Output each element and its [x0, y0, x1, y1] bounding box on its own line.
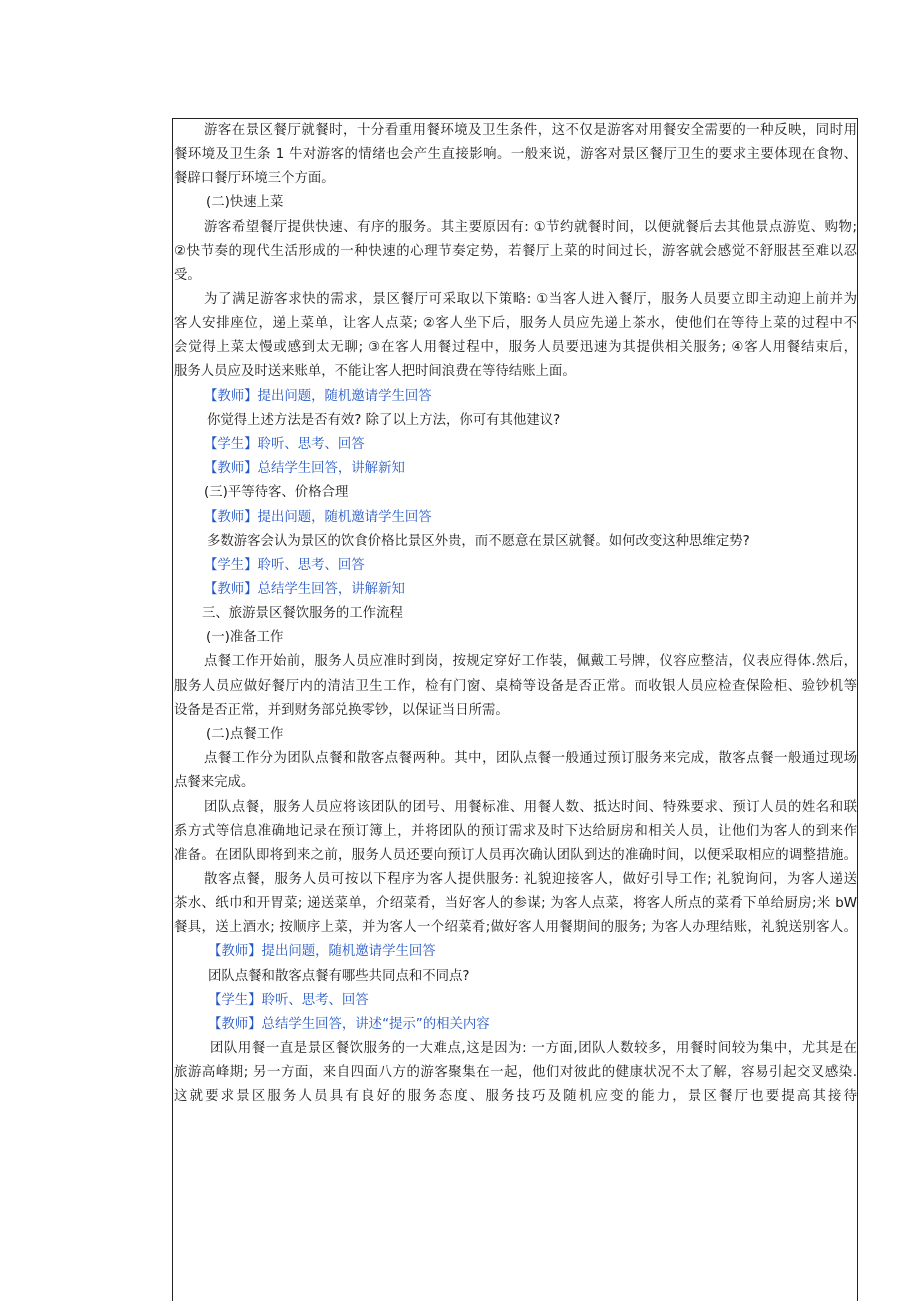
paragraph-line: 准备。在团队即将到来之前，服务人员还要向预订人员再次确认团队到达的准确时间，以便采取相应的调整措施。 — [174, 848, 857, 863]
paragraph-line: ②快节奏的现代生活形成的一种快速的心理节奏定势，若餐厅上菜的时间过长，游客就会感觉不舒服甚至难以忍 — [174, 244, 857, 259]
question-line: 多数游客会认为景区的饮食价格比景区外贵，而不愿意在景区就餐。如何改变这种思维定势? — [207, 534, 750, 549]
paragraph-line: 点餐工作开始前，服务人员应准时到岗，按规定穿好工作装，佩戴工号牌，仪容应整洁，仪表应得体.然后， — [204, 654, 857, 669]
section-heading: 三、旅游景区餐饮服务的工作流程 — [202, 606, 403, 621]
paragraph-line: 服务人员应做好餐厅内的清洁卫生工作，检有门窗、桌椅等设备是否正常。而收银人员应检查保险柜、验钞机等 — [174, 679, 857, 694]
teacher-prompt: 【教师】总结学生回答，讲解新知 — [204, 461, 405, 476]
teacher-prompt: 【教师】总结学生回答，讲述“提示”的相关内容 — [208, 1017, 490, 1032]
teacher-prompt: 【教师】提出问题，随机邀请学生回答 — [204, 510, 432, 525]
paragraph-line: 点餐来完成。 — [174, 775, 255, 790]
section-heading: (二)快速上菜 — [206, 195, 284, 210]
section-heading: (一)准备工作 — [206, 630, 284, 645]
paragraph-line: 游客希望餐厅提供快速、有序的服务。其主要原因有: ①节约就餐时间，以便就餐后去其他景点游览、购物; — [204, 220, 857, 235]
paragraph-line: 团队用餐一直是景区餐饮服务的一大难点,这是因为: 一方面,团队人数较多，用餐时间较为集中，尤其是在 — [210, 1041, 857, 1056]
student-prompt: 【学生】聆听、思考、回答 — [208, 993, 369, 1008]
section-heading: (二)点餐工作 — [206, 727, 284, 742]
paragraph-line: 受。 — [174, 268, 201, 283]
teacher-prompt: 【教师】总结学生回答，讲解新知 — [204, 582, 405, 597]
paragraph-line: 茶水、纸巾和开胃菜; 递送菜单，介绍菜肴，当好客人的参谋; 为客人点菜，将客人所点的菜肴下单给厨房;米 bW — [174, 896, 857, 911]
paragraph-line: 设备是否正常，并到财务部兑换零钞，以保证当日所需。 — [174, 703, 509, 718]
paragraph-line: 服务人员应及时送来账单，不能让客人把时间浪费在等待结账上面。 — [174, 364, 576, 379]
paragraph-line: 会觉得上菜太慢或感到太无聊; ③在客人用餐过程中，服务人员要迅速为其提供相关服务; ④客人用餐结束后， — [174, 340, 857, 355]
teacher-prompt: 【教师】提出问题，随机邀请学生回答 — [208, 944, 436, 959]
question-line: 团队点餐和散客点餐有哪些共同点和不同点? — [208, 969, 470, 984]
paragraph-line: 旅游高峰期; 另一方面，来自四面八方的游客聚集在一起，他们对彼此的健康状况不太了解，容易引起交叉感染. — [174, 1065, 857, 1080]
paragraph-line: 点餐工作分为团队点餐和散客点餐两种。其中，团队点餐一般通过预订服务来完成，散客点餐一般通过现场 — [204, 751, 857, 766]
paragraph-line: 系方式等信息准确地记录在预订簿上，并将团队的预订需求及时下达给厨房和相关人员，让他们为客人的到来作 — [174, 824, 857, 839]
student-prompt: 【学生】聆听、思考、回答 — [204, 558, 365, 573]
section-heading: (三)平等待客、价格合理 — [204, 485, 349, 500]
paragraph-line: 客人安排座位，递上菜单，让客人点菜; ②客人坐下后，服务人员应先递上茶水，使他们在等待上菜的过程中不 — [174, 316, 857, 331]
paragraph-line: 游客在景区餐厅就餐时，十分看重用餐环境及卫生条件，这不仅是游客对用餐安全需要的一种反映，同时用 — [204, 123, 857, 138]
teacher-prompt: 【教师】提出问题，随机邀请学生回答 — [204, 389, 432, 404]
paragraph-line: 餐具，送上酒水; 按顺序上菜，并为客人一个绍菜肴;做好客人用餐期间的服务; 为客人办理结账，礼貌送别客人。 — [174, 920, 857, 935]
paragraph-line: 散客点餐，服务人员可按以下程序为客人提供服务: 礼貌迎接客人，做好引导工作; 礼貌询问，为客人递送 — [204, 872, 857, 887]
student-prompt: 【学生】聆听、思考、回答 — [204, 437, 365, 452]
paragraph-line: 团队点餐，服务人员应将该团队的团号、用餐标准、用餐人数、抵达时间、特殊要求、预订人员的姓名和联 — [204, 800, 857, 815]
paragraph-line: 餐环境及卫生条 1 牛对游客的情绪也会产生直接影响。一般来说，游客对景区餐厅卫生的要求主要体现在食物、 — [174, 147, 857, 162]
paragraph-line: 为了满足游客求快的需求，景区餐厅可采取以下策略: ①当客人进入餐厅，服务人员要立即主动迎上前并为 — [204, 292, 857, 307]
question-line: 你觉得上述方法是否有效? 除了以上方法，你可有其他建议? — [207, 413, 561, 428]
paragraph-line: 餐辟口餐厅环境三个方面。 — [174, 171, 335, 186]
paragraph-line: 这就要求景区服务人员具有良好的服务态度、服务技巧及随机应变的能力，景区餐厅也要提高其接待 — [174, 1089, 857, 1104]
